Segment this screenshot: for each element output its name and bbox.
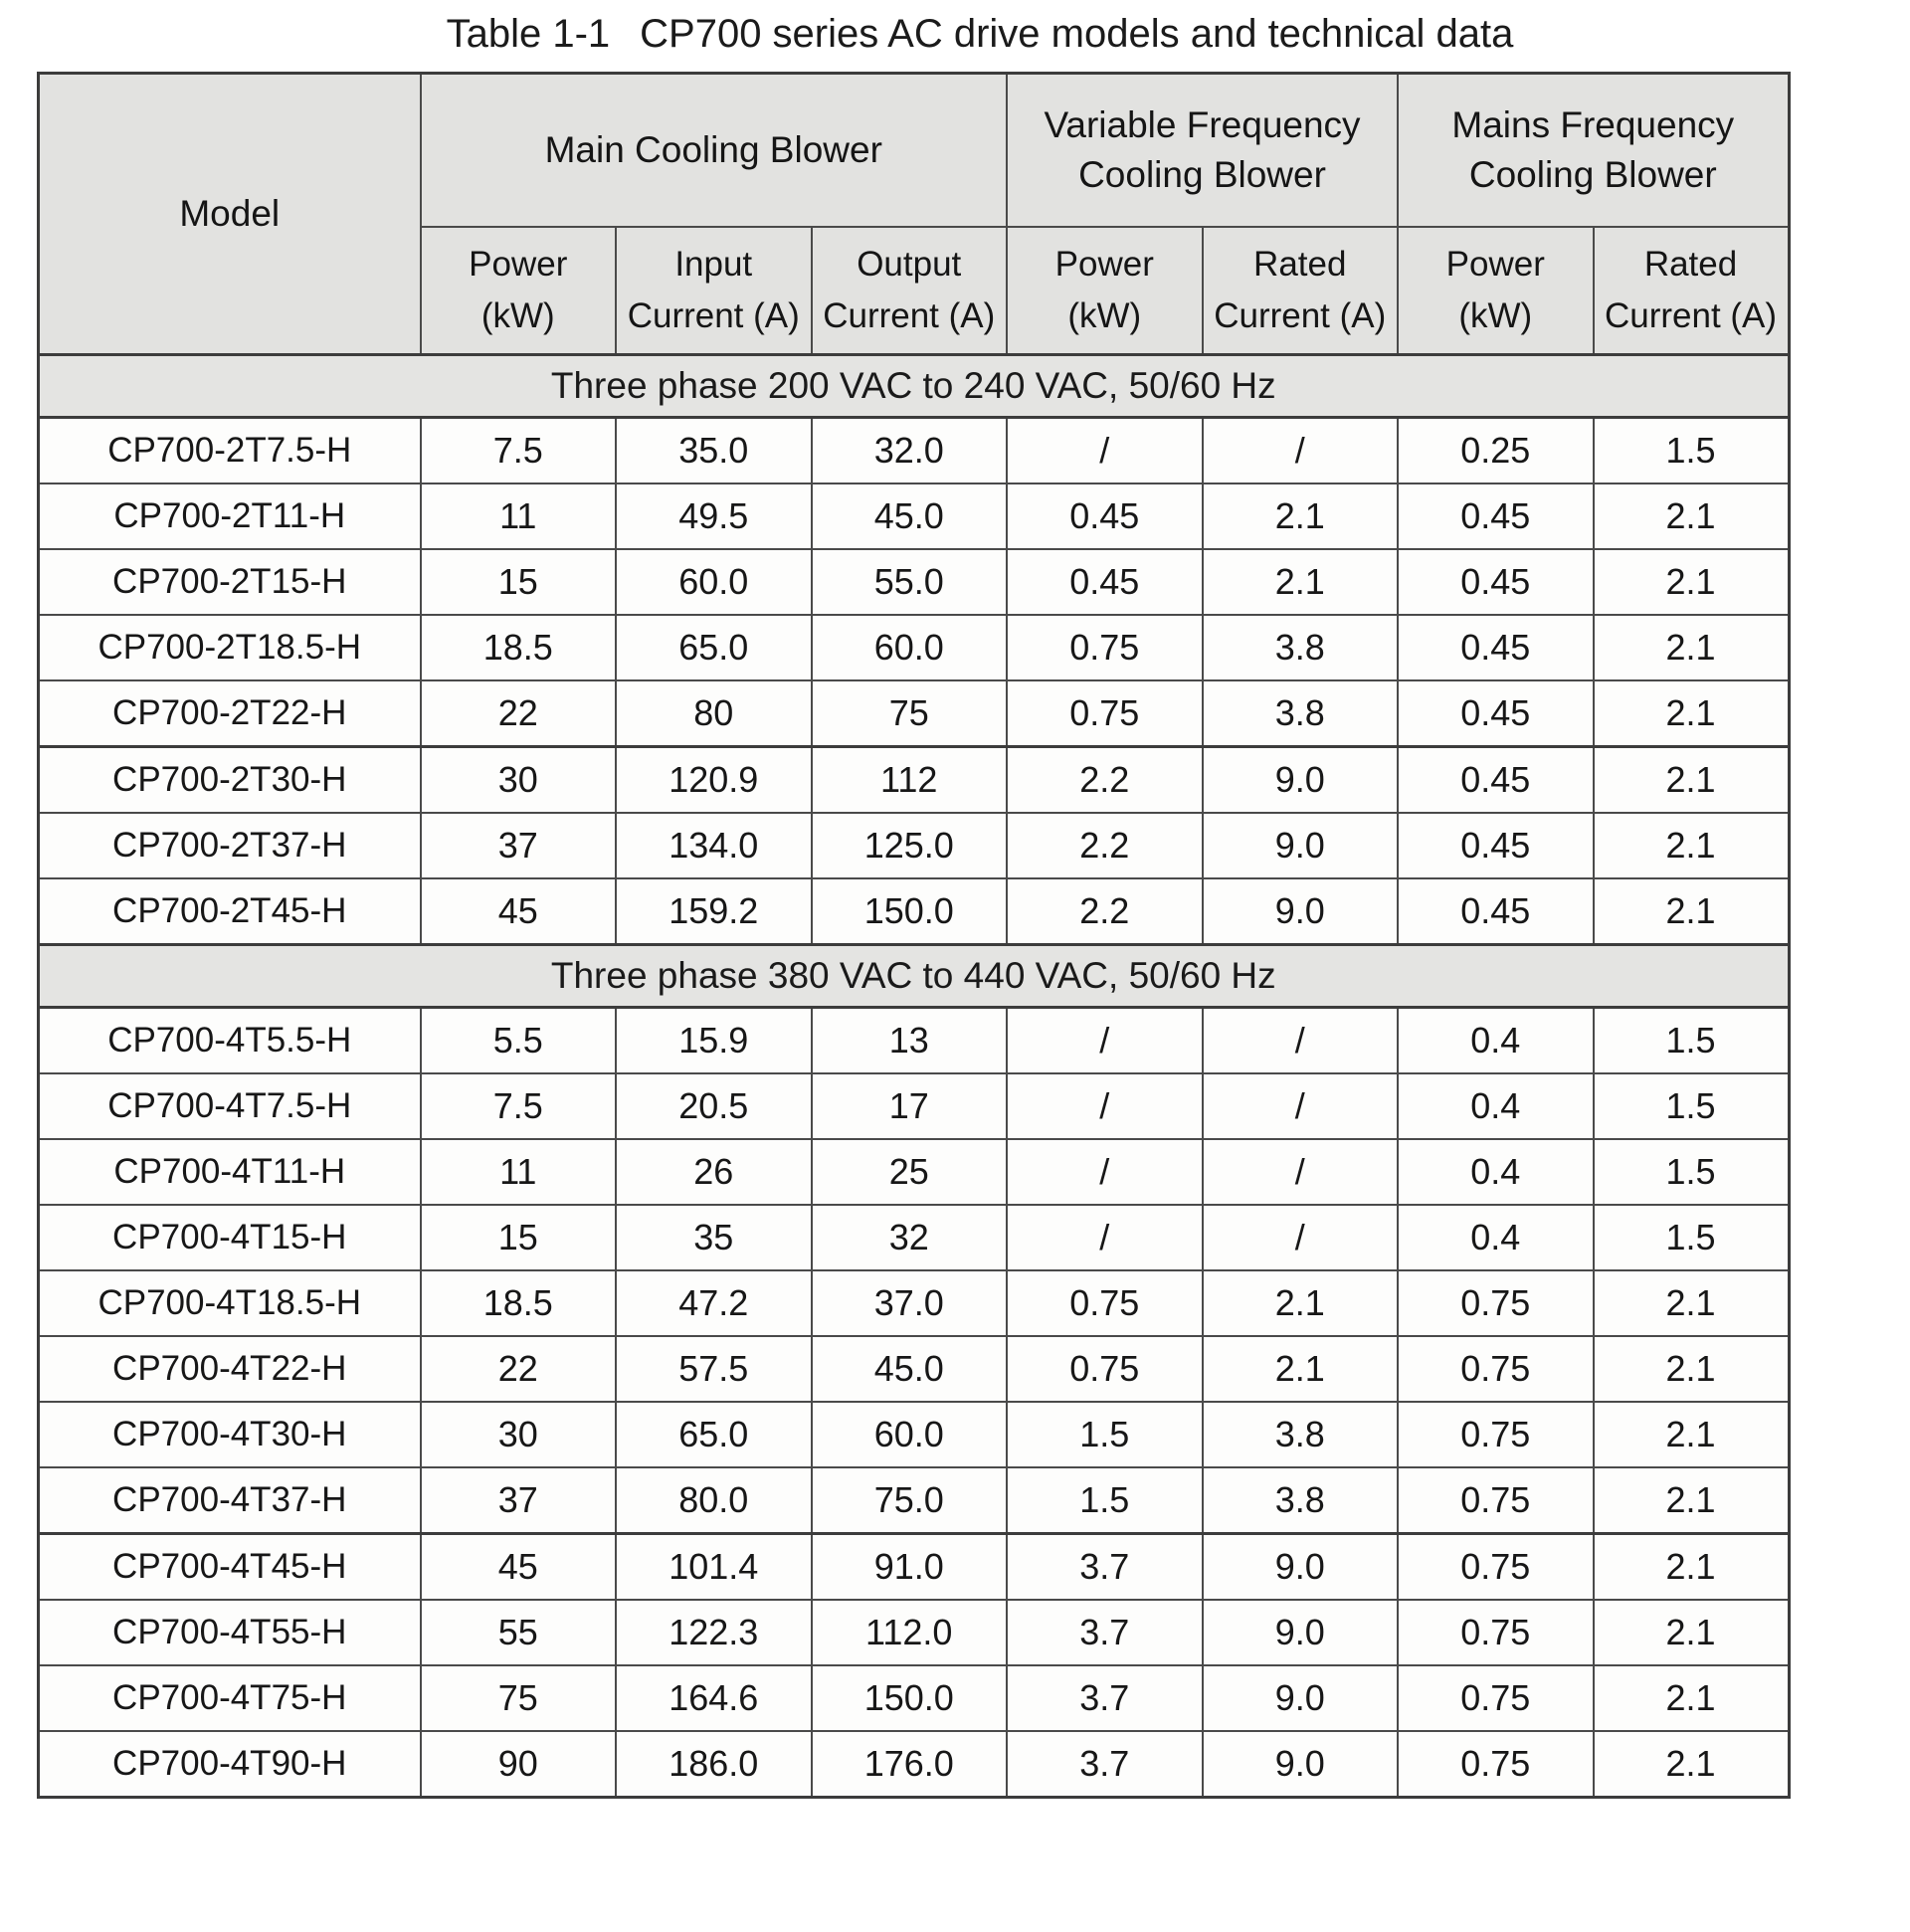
- value-cell: /: [1007, 1139, 1203, 1205]
- value-cell: 11: [421, 483, 617, 549]
- value-cell: 9.0: [1203, 1665, 1399, 1731]
- value-cell: 0.75: [1398, 1336, 1594, 1402]
- value-cell: 5.5: [421, 1008, 617, 1074]
- value-cell: 0.4: [1398, 1073, 1594, 1139]
- value-cell: 32: [812, 1205, 1008, 1270]
- value-cell: 1.5: [1007, 1402, 1203, 1467]
- table-title-number: Table 1-1: [446, 12, 611, 56]
- model-cell: CP700-2T30-H: [39, 747, 421, 814]
- value-cell: 65.0: [616, 615, 812, 680]
- col-header-line: Current (A): [627, 296, 800, 335]
- value-cell: 0.75: [1007, 680, 1203, 747]
- value-cell: 9.0: [1203, 813, 1399, 878]
- value-cell: 1.5: [1594, 1205, 1790, 1270]
- value-cell: 2.1: [1203, 549, 1399, 615]
- table-row: [39, 549, 1790, 615]
- value-cell: 55.0: [812, 549, 1008, 615]
- value-cell: /: [1203, 1073, 1399, 1139]
- value-cell: 65.0: [616, 1402, 812, 1467]
- value-cell: 101.4: [616, 1534, 812, 1601]
- value-cell: /: [1203, 1205, 1399, 1270]
- value-cell: 0.75: [1398, 1402, 1594, 1467]
- value-cell: 150.0: [812, 1665, 1008, 1731]
- table-row: [39, 1336, 1790, 1402]
- model-cell: CP700-2T22-H: [39, 680, 421, 747]
- value-cell: 2.1: [1594, 1336, 1790, 1402]
- value-cell: 150.0: [812, 878, 1008, 945]
- value-cell: 0.4: [1398, 1008, 1594, 1074]
- value-cell: 9.0: [1203, 747, 1399, 814]
- col-header-vf-rated-current: [1203, 227, 1399, 355]
- value-cell: 0.45: [1007, 549, 1203, 615]
- value-cell: 2.1: [1594, 1534, 1790, 1601]
- value-cell: 2.2: [1007, 813, 1203, 878]
- value-cell: 0.4: [1398, 1139, 1594, 1205]
- table-row: [39, 1270, 1790, 1336]
- value-cell: 0.4: [1398, 1205, 1594, 1270]
- value-cell: 57.5: [616, 1336, 812, 1402]
- header-group-row: [39, 74, 1790, 228]
- value-cell: 90: [421, 1731, 617, 1798]
- value-cell: 45.0: [812, 483, 1008, 549]
- value-cell: 45.0: [812, 1336, 1008, 1402]
- value-cell: 0.45: [1398, 549, 1594, 615]
- col-header-model: Model: [39, 74, 421, 355]
- value-cell: 2.1: [1594, 1731, 1790, 1798]
- value-cell: 2.1: [1203, 1270, 1399, 1336]
- value-cell: 3.7: [1007, 1534, 1203, 1601]
- value-cell: 0.45: [1398, 813, 1594, 878]
- value-cell: 30: [421, 747, 617, 814]
- value-cell: 55: [421, 1600, 617, 1665]
- model-cell: CP700-2T11-H: [39, 483, 421, 549]
- value-cell: 2.1: [1594, 680, 1790, 747]
- col-header-line: Rated: [1253, 244, 1347, 284]
- value-cell: 1.5: [1594, 1008, 1790, 1074]
- value-cell: 1.5: [1594, 418, 1790, 484]
- col-header-vf-power: [1007, 227, 1203, 355]
- value-cell: 112.0: [812, 1600, 1008, 1665]
- value-cell: /: [1007, 418, 1203, 484]
- value-cell: 37: [421, 813, 617, 878]
- value-cell: 7.5: [421, 1073, 617, 1139]
- section-band-row: [39, 945, 1790, 1008]
- value-cell: 91.0: [812, 1534, 1008, 1601]
- value-cell: 2.1: [1594, 1270, 1790, 1336]
- value-cell: 60.0: [812, 1402, 1008, 1467]
- value-cell: 122.3: [616, 1600, 812, 1665]
- col-header-line: Power: [469, 244, 568, 284]
- col-header-line: Current (A): [1604, 296, 1778, 335]
- model-cell: CP700-4T75-H: [39, 1665, 421, 1731]
- value-cell: /: [1203, 1139, 1399, 1205]
- value-cell: 0.75: [1398, 1665, 1594, 1731]
- value-cell: /: [1007, 1073, 1203, 1139]
- value-cell: 3.7: [1007, 1600, 1203, 1665]
- table-row: [39, 680, 1790, 747]
- value-cell: 26: [616, 1139, 812, 1205]
- value-cell: 2.1: [1594, 483, 1790, 549]
- model-cell: CP700-2T37-H: [39, 813, 421, 878]
- value-cell: 35: [616, 1205, 812, 1270]
- value-cell: 159.2: [616, 878, 812, 945]
- section-band-label: Three phase 200 VAC to 240 VAC, 50/60 Hz: [39, 355, 1790, 418]
- value-cell: 112: [812, 747, 1008, 814]
- value-cell: /: [1203, 418, 1399, 484]
- value-cell: 49.5: [616, 483, 812, 549]
- value-cell: 18.5: [421, 615, 617, 680]
- value-cell: 0.75: [1398, 1600, 1594, 1665]
- value-cell: 3.7: [1007, 1731, 1203, 1798]
- value-cell: 9.0: [1203, 878, 1399, 945]
- value-cell: /: [1007, 1008, 1203, 1074]
- value-cell: 30: [421, 1402, 617, 1467]
- value-cell: 80.0: [616, 1467, 812, 1534]
- col-header-line: (kW): [480, 296, 555, 335]
- col-header-line: (kW): [1458, 296, 1533, 335]
- model-cell: CP700-4T22-H: [39, 1336, 421, 1402]
- col-group-mains-frequency-cooling-blower: Mains Frequency Cooling Blower: [1398, 74, 1789, 228]
- value-cell: 164.6: [616, 1665, 812, 1731]
- value-cell: 37.0: [812, 1270, 1008, 1336]
- value-cell: 22: [421, 1336, 617, 1402]
- table-row: [39, 747, 1790, 814]
- table-row: [39, 1008, 1790, 1074]
- value-cell: 3.8: [1203, 1467, 1399, 1534]
- model-cell: CP700-4T18.5-H: [39, 1270, 421, 1336]
- value-cell: 1.5: [1594, 1073, 1790, 1139]
- value-cell: 120.9: [616, 747, 812, 814]
- value-cell: 0.45: [1398, 878, 1594, 945]
- value-cell: 20.5: [616, 1073, 812, 1139]
- value-cell: 18.5: [421, 1270, 617, 1336]
- model-cell: CP700-4T55-H: [39, 1600, 421, 1665]
- value-cell: 2.1: [1594, 1402, 1790, 1467]
- table-body: [39, 355, 1790, 1798]
- table-row: [39, 1665, 1790, 1731]
- model-cell: CP700-4T11-H: [39, 1139, 421, 1205]
- model-cell: CP700-2T15-H: [39, 549, 421, 615]
- value-cell: 2.1: [1594, 549, 1790, 615]
- col-header-mf-rated-current: [1594, 227, 1790, 355]
- table-row: [39, 418, 1790, 484]
- value-cell: /: [1203, 1008, 1399, 1074]
- value-cell: 7.5: [421, 418, 617, 484]
- value-cell: 2.2: [1007, 747, 1203, 814]
- col-header-output-current: [812, 227, 1008, 355]
- value-cell: 3.8: [1203, 1402, 1399, 1467]
- value-cell: 0.75: [1007, 615, 1203, 680]
- value-cell: 0.75: [1007, 1270, 1203, 1336]
- table-row: [39, 1600, 1790, 1665]
- value-cell: 0.45: [1398, 680, 1594, 747]
- value-cell: 75.0: [812, 1467, 1008, 1534]
- value-cell: 2.1: [1594, 1600, 1790, 1665]
- value-cell: 0.75: [1007, 1336, 1203, 1402]
- table-row: [39, 1467, 1790, 1534]
- value-cell: 60.0: [812, 615, 1008, 680]
- table-row: [39, 1534, 1790, 1601]
- value-cell: 2.1: [1594, 1467, 1790, 1534]
- section-band-row: [39, 355, 1790, 418]
- value-cell: 0.45: [1398, 747, 1594, 814]
- value-cell: 11: [421, 1139, 617, 1205]
- value-cell: 25: [812, 1139, 1008, 1205]
- table-row: [39, 878, 1790, 945]
- table-row: [39, 1139, 1790, 1205]
- value-cell: 2.1: [1594, 615, 1790, 680]
- section-band-label: Three phase 380 VAC to 440 VAC, 50/60 Hz: [39, 945, 1790, 1008]
- model-cell: CP700-4T45-H: [39, 1534, 421, 1601]
- value-cell: 0.45: [1007, 483, 1203, 549]
- value-cell: 125.0: [812, 813, 1008, 878]
- value-cell: 0.25: [1398, 418, 1594, 484]
- table-row: [39, 1731, 1790, 1798]
- value-cell: 32.0: [812, 418, 1008, 484]
- value-cell: 2.1: [1594, 747, 1790, 814]
- value-cell: 17: [812, 1073, 1008, 1139]
- value-cell: 75: [812, 680, 1008, 747]
- value-cell: 35.0: [616, 418, 812, 484]
- col-header-line: (kW): [1067, 296, 1142, 335]
- value-cell: 9.0: [1203, 1731, 1399, 1798]
- value-cell: 37: [421, 1467, 617, 1534]
- value-cell: 2.1: [1203, 1336, 1399, 1402]
- col-header-input-current: [616, 227, 812, 355]
- value-cell: 0.75: [1398, 1534, 1594, 1601]
- model-cell: CP700-2T18.5-H: [39, 615, 421, 680]
- value-cell: 22: [421, 680, 617, 747]
- value-cell: 15.9: [616, 1008, 812, 1074]
- model-cell: CP700-4T37-H: [39, 1467, 421, 1534]
- value-cell: 2.1: [1594, 878, 1790, 945]
- value-cell: 1.5: [1594, 1139, 1790, 1205]
- table-row: [39, 615, 1790, 680]
- value-cell: 0.75: [1398, 1467, 1594, 1534]
- value-cell: 0.75: [1398, 1270, 1594, 1336]
- value-cell: 15: [421, 549, 617, 615]
- value-cell: 9.0: [1203, 1534, 1399, 1601]
- value-cell: 13: [812, 1008, 1008, 1074]
- value-cell: 47.2: [616, 1270, 812, 1336]
- col-header-main-power: [421, 227, 617, 355]
- col-header-line: Rated: [1643, 244, 1738, 284]
- model-cell: CP700-4T30-H: [39, 1402, 421, 1467]
- col-header-line: Current (A): [823, 296, 996, 335]
- value-cell: /: [1007, 1205, 1203, 1270]
- col-header-line: Current (A): [1214, 296, 1387, 335]
- value-cell: 186.0: [616, 1731, 812, 1798]
- value-cell: 45: [421, 1534, 617, 1601]
- value-cell: 45: [421, 878, 617, 945]
- value-cell: 2.1: [1594, 1665, 1790, 1731]
- value-cell: 2.2: [1007, 878, 1203, 945]
- model-cell: CP700-4T7.5-H: [39, 1073, 421, 1139]
- col-group-variable-frequency-cooling-blower: Variable Frequency Cooling Blower: [1007, 74, 1398, 228]
- value-cell: 0.75: [1398, 1731, 1594, 1798]
- value-cell: 60.0: [616, 549, 812, 615]
- value-cell: 9.0: [1203, 1600, 1399, 1665]
- col-header-line: Power: [1054, 244, 1154, 284]
- col-header-line: Input: [674, 244, 753, 284]
- value-cell: 3.8: [1203, 615, 1399, 680]
- model-cell: CP700-4T5.5-H: [39, 1008, 421, 1074]
- value-cell: 176.0: [812, 1731, 1008, 1798]
- model-cell: CP700-4T15-H: [39, 1205, 421, 1270]
- table-row: [39, 1073, 1790, 1139]
- col-group-main-cooling-blower: Main Cooling Blower: [421, 74, 1008, 228]
- value-cell: 0.45: [1398, 615, 1594, 680]
- value-cell: 75: [421, 1665, 617, 1731]
- value-cell: 3.8: [1203, 680, 1399, 747]
- model-cell: CP700-4T90-H: [39, 1731, 421, 1798]
- value-cell: 2.1: [1594, 813, 1790, 878]
- value-cell: 134.0: [616, 813, 812, 878]
- table-row: [39, 813, 1790, 878]
- table-row: [39, 1205, 1790, 1270]
- table-title: [104, 12, 1855, 57]
- col-header-line: Power: [1445, 244, 1545, 284]
- ac-drive-spec-table: [37, 72, 1791, 1799]
- value-cell: 0.45: [1398, 483, 1594, 549]
- value-cell: 80: [616, 680, 812, 747]
- value-cell: 1.5: [1007, 1467, 1203, 1534]
- model-cell: CP700-2T45-H: [39, 878, 421, 945]
- model-cell: CP700-2T7.5-H: [39, 418, 421, 484]
- table-title-text: CP700 series AC drive models and technical data: [640, 12, 1514, 56]
- table-row: [39, 483, 1790, 549]
- table-header: [39, 74, 1790, 355]
- col-header-mf-power: [1398, 227, 1594, 355]
- value-cell: 15: [421, 1205, 617, 1270]
- value-cell: 3.7: [1007, 1665, 1203, 1731]
- value-cell: 2.1: [1203, 483, 1399, 549]
- table-row: [39, 1402, 1790, 1467]
- col-header-line: Output: [857, 244, 962, 284]
